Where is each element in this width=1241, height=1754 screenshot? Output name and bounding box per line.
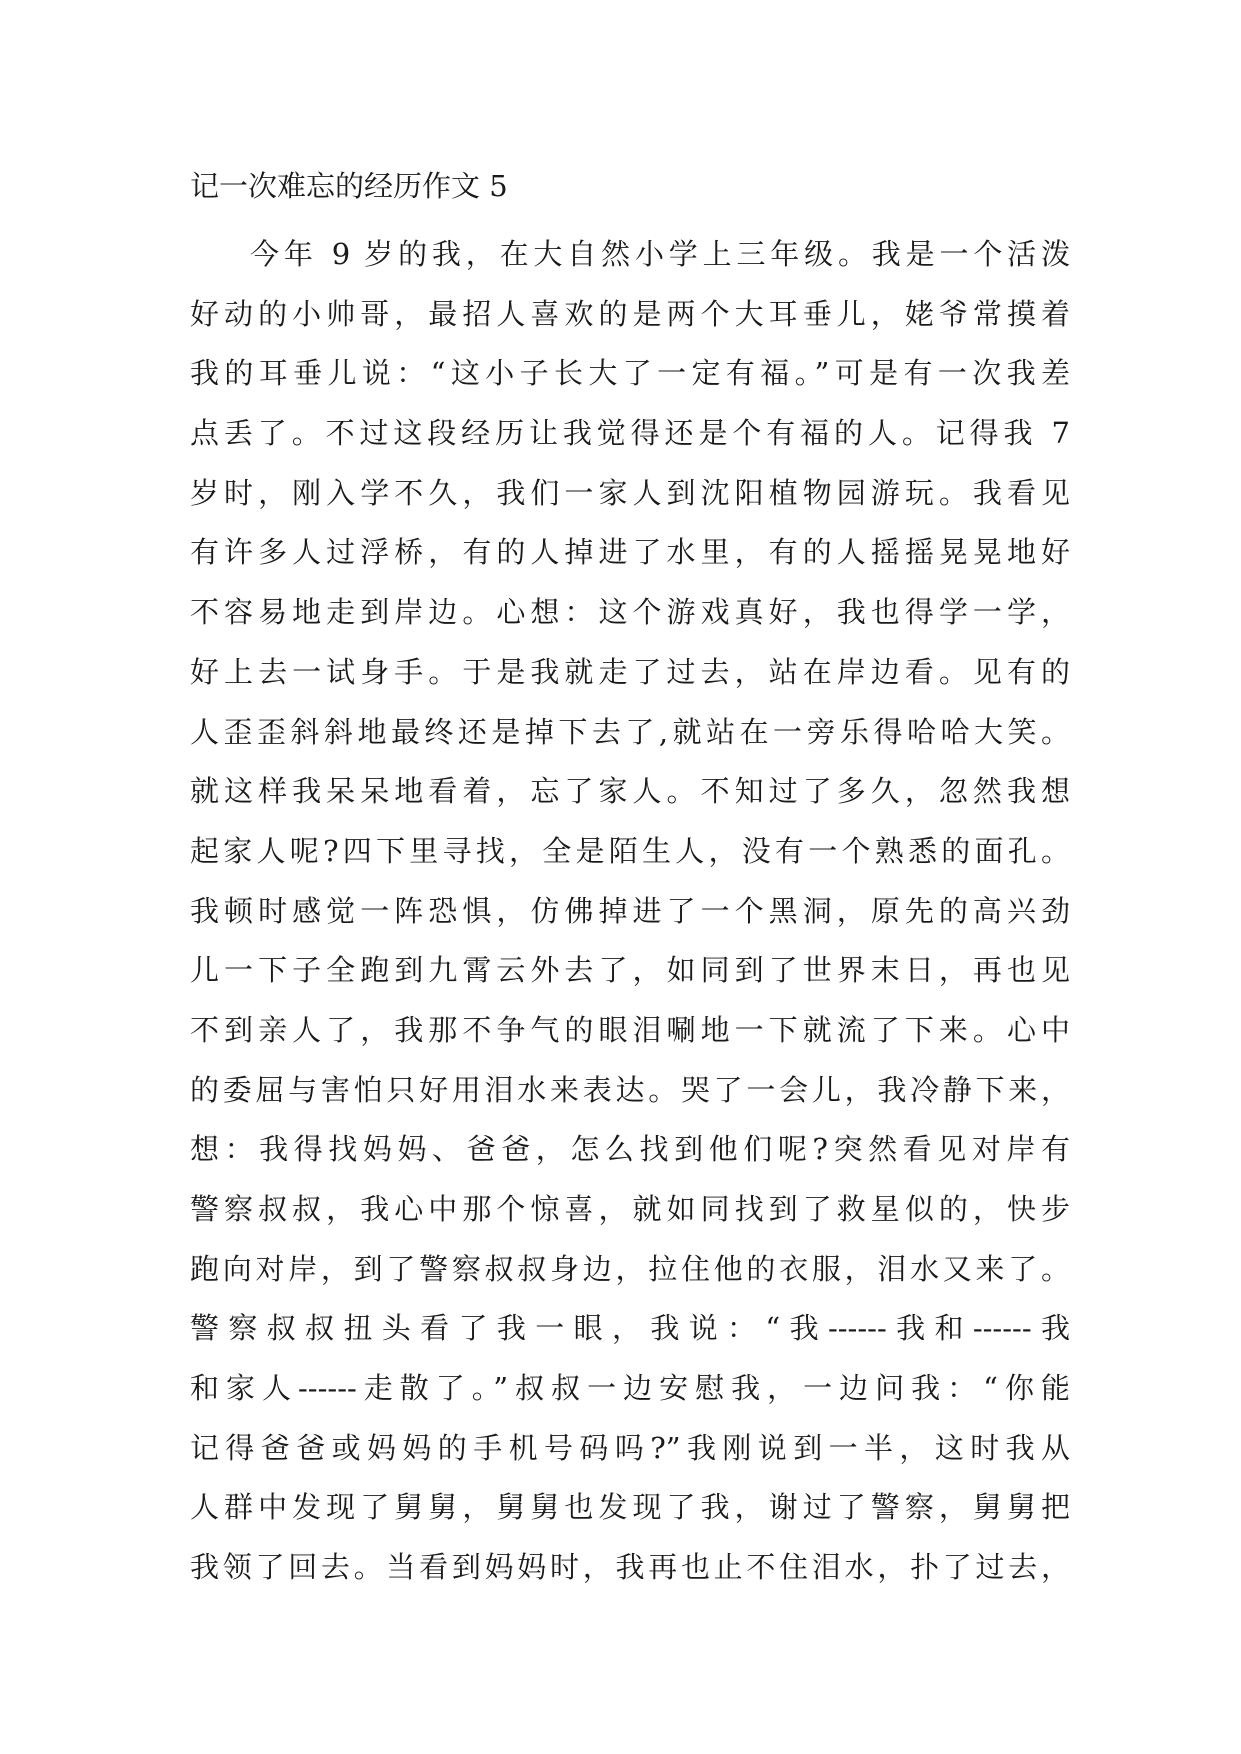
text-line: 人歪歪斜斜地最终还是掉下去了,就站在一旁乐得哈哈大笑。 xyxy=(190,714,1070,749)
text-line: 我的耳垂儿说：“这小子长大了一定有福。”可是有一次我差 xyxy=(190,356,1070,391)
text-line: 警察叔叔扭头看了我一眼，我说：“我------我和------我 xyxy=(190,1311,1070,1346)
document-title: 记一次难忘的经历作文 5 xyxy=(190,169,508,203)
text-line: 想：我得找妈妈、爸爸，怎么找到他们呢?突然看见对岸有 xyxy=(190,1132,1070,1167)
text-line: 不到亲人了，我那不争气的眼泪唰地一下就流了下来。心中 xyxy=(190,1012,1070,1047)
text-line: 好上去一试身手。于是我就走了过去，站在岸边看。见有的 xyxy=(190,654,1070,689)
text-line: 人群中发现了舅舅，舅舅也发现了我，谢过了警察，舅舅把 xyxy=(190,1490,1070,1525)
text-line: 的委屈与害怕只好用泪水来表达。哭了一会儿，我冷静下来， xyxy=(190,1072,1070,1107)
text-line: 今年 9 岁的我，在大自然小学上三年级。我是一个活泼 xyxy=(250,237,1070,271)
text-line: 点丢了。不过这段经历让我觉得还是个有福的人。记得我 7 xyxy=(190,416,1070,451)
text-line: 就这样我呆呆地看着，忘了家人。不知过了多久，忽然我想 xyxy=(190,774,1070,809)
text-line: 好动的小帅哥，最招人喜欢的是两个大耳垂儿，姥爷常摸着 xyxy=(190,296,1070,331)
text-line: 记得爸爸或妈妈的手机号码吗?”我刚说到一半，这时我从 xyxy=(190,1430,1070,1465)
text-line: 和家人------走散了。”叔叔一边安慰我，一边问我：“你能 xyxy=(190,1371,1070,1406)
text-line: 岁时，刚入学不久，我们一家人到沈阳植物园游玩。我看见 xyxy=(190,475,1070,510)
text-line: 我领了回去。当看到妈妈时，我再也止不住泪水，扑了过去， xyxy=(190,1550,1070,1585)
document-body xyxy=(190,225,1070,1598)
text-line: 警察叔叔，我心中那个惊喜，就如同找到了救星似的，快步 xyxy=(190,1192,1070,1226)
text-line: 我顿时感觉一阵恐惧，仿佛掉进了一个黑洞，原先的高兴劲 xyxy=(190,893,1070,928)
text-line: 儿一下子全跑到九霄云外去了，如同到了世界末日，再也见 xyxy=(190,953,1070,988)
text-line: 有许多人过浮桥，有的人掉进了水里，有的人摇摇晃晃地好 xyxy=(190,535,1070,570)
text-line: 跑向对岸，到了警察叔叔身边，拉住他的衣服，泪水又来了。 xyxy=(190,1251,1070,1286)
text-line: 起家人呢?四下里寻找，全是陌生人，没有一个熟悉的面孔。 xyxy=(190,833,1070,868)
text-line: 不容易地走到岸边。心想：这个游戏真好，我也得学一学， xyxy=(190,595,1070,630)
